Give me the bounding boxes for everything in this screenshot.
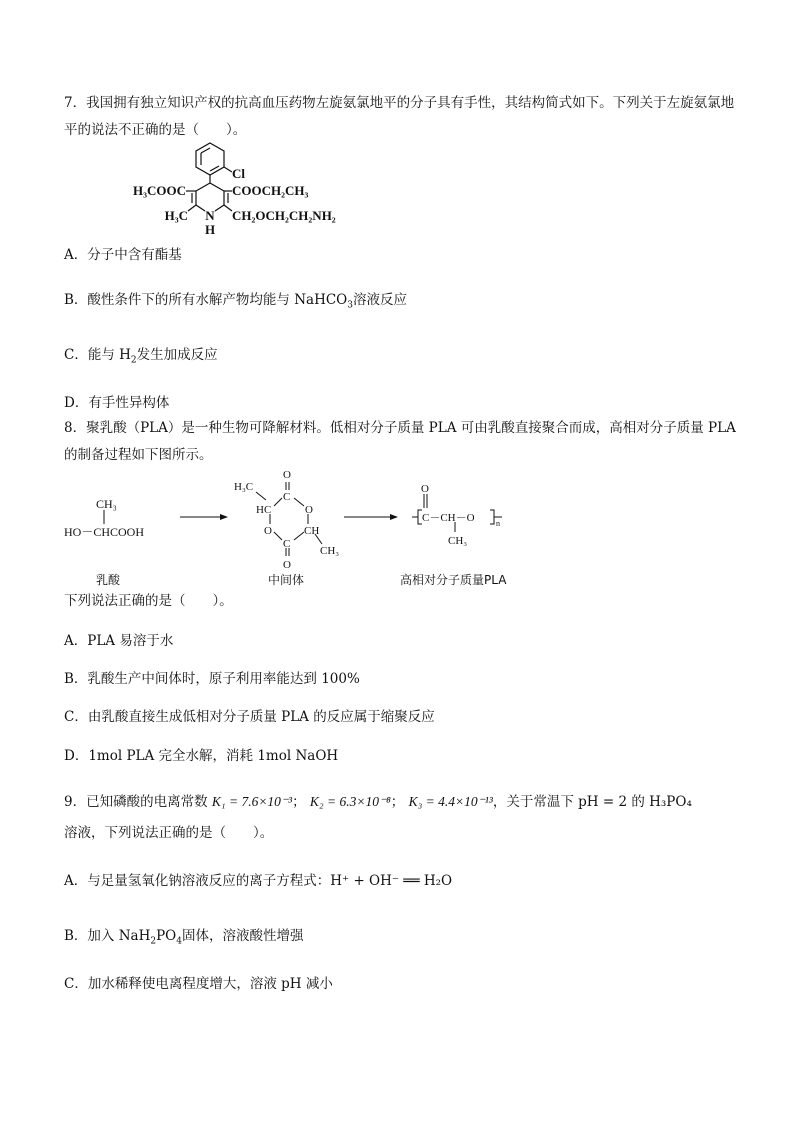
int-o-bottom: O: [283, 559, 291, 571]
q9-k3: K₃ = 4.4×10⁻¹³: [408, 794, 493, 809]
h-atom: H: [204, 222, 216, 237]
lactic-ch3: CH₃: [96, 497, 117, 511]
pla-o: O: [421, 483, 429, 495]
q7-option-a: A．分子中含有酯基: [64, 247, 182, 263]
q9-b-sub1: 2: [150, 936, 157, 947]
q9-stem-pre: 9．已知磷酸的电离常数: [64, 794, 208, 810]
q9-stem-line1: [64, 788, 744, 816]
q7-bonds: [186, 143, 232, 211]
q7-option-b: [64, 287, 744, 314]
int-c-bottom: C: [283, 538, 291, 550]
q9-option-c: C．加水稀释使电离程度增大，溶液 pH 减小: [64, 976, 333, 992]
left-methyl: H₃C: [164, 208, 188, 223]
q7-stem: 7．我国拥有独立知识产权的抗高血压药物左旋氨氯地平的分子具有手性，其结构简式如下。下列关于左旋氨氯地平的说法不正确的是（ ）。: [64, 95, 735, 138]
arrow-2: [344, 514, 398, 520]
q8-stem: 8．聚乳酸（PLA）是一种生物可降解材料。低相对分子质量 PLA 可由乳酸直接聚合而成，高相对分子质量 PLA 的制备过程如下图所示。: [64, 420, 736, 463]
q8-option-c: C．由乳酸直接生成低相对分子质量 PLA 的反应属于缩聚反应: [64, 709, 435, 725]
q9-sep1: ；: [292, 794, 306, 810]
scheme-names: [96, 572, 507, 587]
q7-b-sub: 3: [347, 300, 353, 311]
q9-k2: K₂ = 6.3×10⁻⁸: [309, 794, 391, 809]
q9-k1: K₁ = 7.6×10⁻³: [211, 794, 293, 809]
q9-b-mid: PO: [156, 928, 177, 944]
q8-question: 下列说法正确的是（ ）。: [64, 593, 233, 609]
q9-a-pre: A．与足量氢氧化钠溶液反应的离子方程式：: [64, 873, 331, 889]
q9-stem-post: ，关于常温下 pH = 2 的 H₃PO₄: [492, 794, 692, 810]
pla-n: n: [496, 519, 500, 528]
q7-labels: [133, 166, 336, 237]
pla-labels: [421, 483, 500, 547]
q7-c-sub: 2: [130, 355, 137, 366]
q9-stem-line2: 溶液，下列说法正确的是（ ）。: [64, 825, 274, 841]
q7-option-d: D．有手性异构体: [64, 395, 170, 411]
pla-ch3: CH₃: [448, 535, 468, 547]
lactic-formula: HO－CHCOOH: [64, 525, 145, 539]
int-o-top: O: [283, 469, 291, 481]
intermediate-labels: [234, 469, 339, 571]
q7-b-post: 溶液反应: [352, 292, 407, 308]
label-lactic: 乳酸: [96, 573, 121, 587]
int-o-left: O: [264, 525, 272, 537]
int-c-top: C: [283, 491, 291, 503]
right-ester: COOCH₂CH₃: [232, 183, 309, 198]
q7-option-c: [64, 342, 744, 369]
q9-b-post: 固体，溶液酸性增强: [181, 928, 304, 944]
q7-b-pre: B．酸性条件下的所有水解产物均能与 NaHCO: [64, 292, 348, 308]
cl-atom: Cl: [232, 166, 245, 181]
q8-scheme: [60, 462, 520, 592]
q9-a-eq: H⁺ + OH⁻ ══ H₂O: [330, 873, 453, 889]
int-o-right: O: [305, 504, 313, 516]
left-ester: H₃COOC: [132, 183, 186, 198]
int-ch3: CH₃: [320, 545, 340, 557]
q9-b-pre: B．加入 NaH: [64, 928, 151, 944]
q9-option-a: [64, 868, 744, 895]
arrow-1: [180, 514, 228, 520]
q7-structure: [60, 140, 336, 240]
q7-c-pre: C．能与 H: [64, 347, 131, 363]
side-chain: CH₂OCH₂CH₂NH₂: [232, 208, 336, 223]
q7-c-post: 发生加成反应: [136, 347, 218, 363]
pla-chain: C－CH－O: [422, 512, 475, 524]
q8-option-d: D．1mol PLA 完全水解，消耗 1mol NaOH: [64, 748, 339, 764]
n-atom: N: [205, 208, 215, 223]
q9-sep2: ；: [390, 794, 405, 810]
int-hc: HC: [256, 504, 272, 516]
lactic-acid: [64, 497, 144, 539]
q8-option-a: A．PLA 易溶于水: [64, 633, 174, 649]
int-h3c: H₃C: [234, 481, 254, 493]
q8-option-b: B．乳酸生产中间体时，原子利用率能达到 100%: [64, 671, 360, 687]
q9-b-sub2: 4: [176, 936, 182, 947]
label-pla: 高相对分子质量PLA: [400, 573, 507, 587]
label-intermediate: 中间体: [268, 573, 305, 587]
q9-option-b: [64, 923, 744, 950]
int-ch: CH: [304, 525, 320, 537]
